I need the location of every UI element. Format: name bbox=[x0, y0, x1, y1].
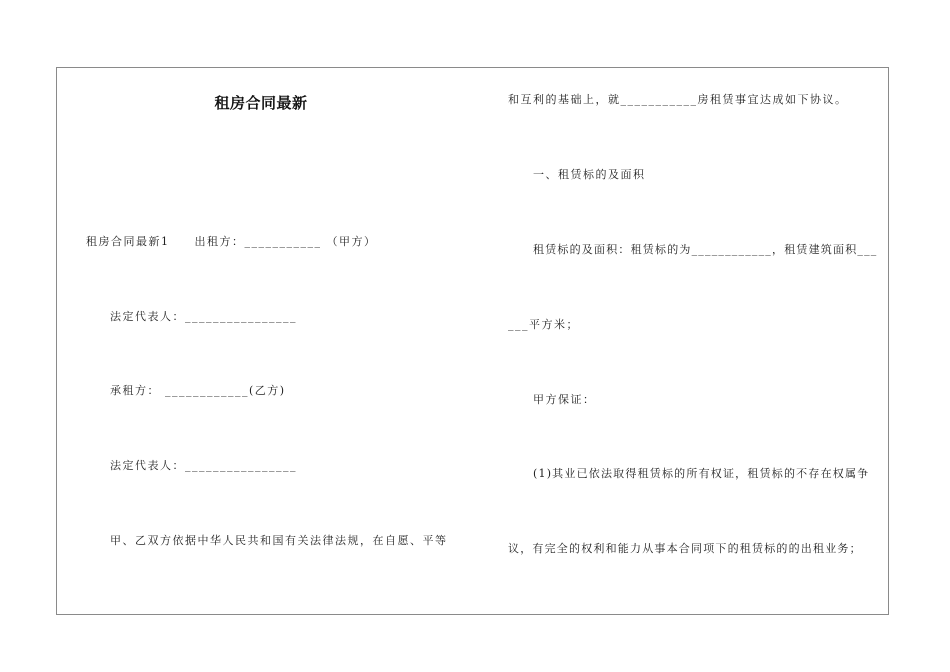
rental-area-line-1: 租赁标的及面积：租赁标的为____________，租赁建筑面积___ bbox=[533, 243, 878, 256]
preamble-line-1: 甲、乙双方依据中华人民共和国有关法律法规，在自愿、平等 bbox=[110, 534, 448, 547]
lessor-guarantee-heading: 甲方保证： bbox=[533, 393, 596, 406]
rental-area-line-2: ___平方米； bbox=[508, 318, 579, 331]
lessor-line: 租房合同最新1 出租方：___________ （甲方） bbox=[86, 235, 377, 248]
page-border bbox=[56, 67, 889, 615]
preamble-line-2: 和互利的基础上，就___________房租赁事宜达成如下协议。 bbox=[508, 93, 848, 106]
guarantee-clause-1-line-2: 议，有完全的权利和能力从事本合同项下的租赁标的的出租业务； bbox=[508, 542, 862, 555]
document-title: 租房合同最新 bbox=[214, 94, 308, 112]
lessee-representative-line: 法定代表人：________________ bbox=[110, 459, 297, 472]
section-1-heading: 一、租赁标的及面积 bbox=[533, 168, 646, 181]
guarantee-clause-1-line-1: (1)其业已依法取得租赁标的所有权证，租赁标的不存在权属争 bbox=[533, 467, 870, 480]
lessor-representative-line: 法定代表人：________________ bbox=[110, 310, 297, 323]
lessee-line: 承租方： ____________(乙方) bbox=[110, 384, 286, 397]
